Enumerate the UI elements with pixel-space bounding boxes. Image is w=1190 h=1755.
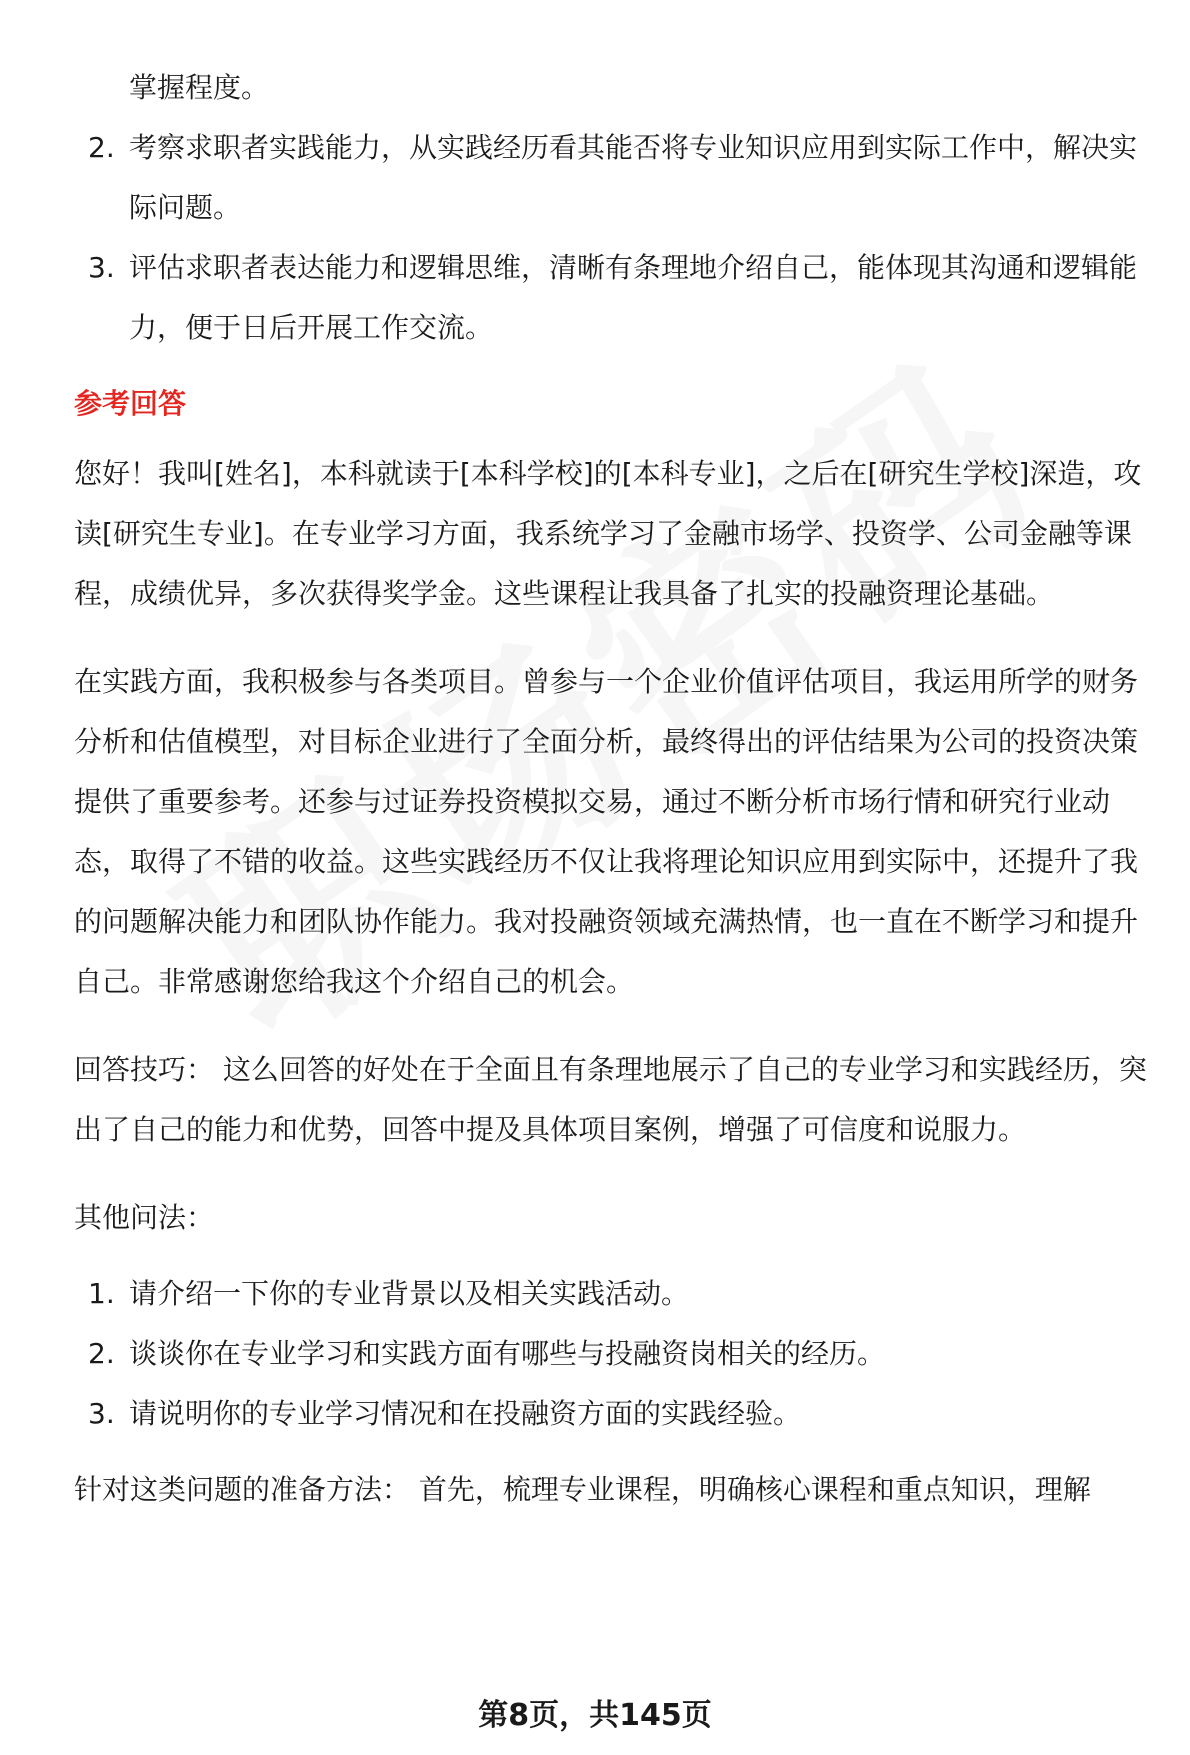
list-number: 3. — [88, 251, 115, 284]
other-questions-heading: 其他问法： — [74, 1201, 215, 1234]
other-questions-list — [74, 1264, 1164, 1444]
list-item-text: 考察求职者实践能力，从实践经历看其能否将专业知识应用到实际工作中，解决实际问题。 — [129, 131, 1138, 224]
answer-paragraph: 在实践方面，我积极参与各类项目。曾参与一个企业价值评估项目，我运用所学的财务分析和估值模型，对目标企业进行了全面分析，最终得出的评估结果为公司的投资决策提供了重要参考。还参与过证券投资模拟交易，通过不断分析市场行情和研究行业动态，取得了不错的收益。这些实践经历不仅让我将理论知识应用到实际中，还提升了我的问题解决能力和团队协作能力。我对投融资领域充满热情，也一直在不断学习和提升自己。非常感谢您给我这个介绍自己的机会。 — [74, 665, 1139, 998]
list-item-text: 请说明你的专业学习情况和在投融资方面的实践经验。 — [129, 1397, 802, 1430]
list-item-text: 评估求职者表达能力和逻辑思维，清晰有条理地介绍自己，能体现其沟通和逻辑能力，便于日后开展工作交流。 — [129, 251, 1138, 344]
list-item-text: 谈谈你在专业学习和实践方面有哪些与投融资岗相关的经历。 — [129, 1337, 886, 1370]
page-number-footer: 第8页，共145页 — [478, 1698, 712, 1733]
list-number: 2. — [88, 1337, 115, 1370]
list-item — [74, 238, 1164, 358]
list-item — [74, 1264, 1164, 1324]
page-content — [74, 58, 1164, 1520]
list-number: 1. — [88, 1277, 115, 1310]
list-item-text: 请介绍一下你的专业背景以及相关实践活动。 — [129, 1277, 690, 1310]
list-item — [74, 1324, 1164, 1384]
continuation-text: 掌握程度。 — [129, 71, 270, 104]
list-number: 2. — [88, 131, 115, 164]
tips-paragraph: 回答技巧： 这么回答的好处在于全面且有条理地展示了自己的专业学习和实践经历，突出了自己的能力和优势，回答中提及具体项目案例，增强了可信度和说服力。 — [74, 1053, 1147, 1146]
list-item — [74, 118, 1164, 238]
reference-answer-heading: 参考回答 — [74, 387, 187, 420]
list-number: 3. — [88, 1397, 115, 1430]
list-item — [74, 1384, 1164, 1444]
prep-method-paragraph: 针对这类问题的准备方法： 首先，梳理专业课程，明确核心课程和重点知识，理解 — [74, 1473, 1091, 1506]
answer-paragraph: 您好！我叫[姓名]，本科就读于[本科学校]的[本科专业]，之后在[研究生学校]深造，攻读[研究生专业]。在专业学习方面，我系统学习了金融市场学、投资学、公司金融等课程，成绩优异，多次获得奖学金。这些课程让我具备了扎实的投融资理论基础。 — [74, 457, 1142, 610]
purpose-list — [74, 118, 1164, 358]
